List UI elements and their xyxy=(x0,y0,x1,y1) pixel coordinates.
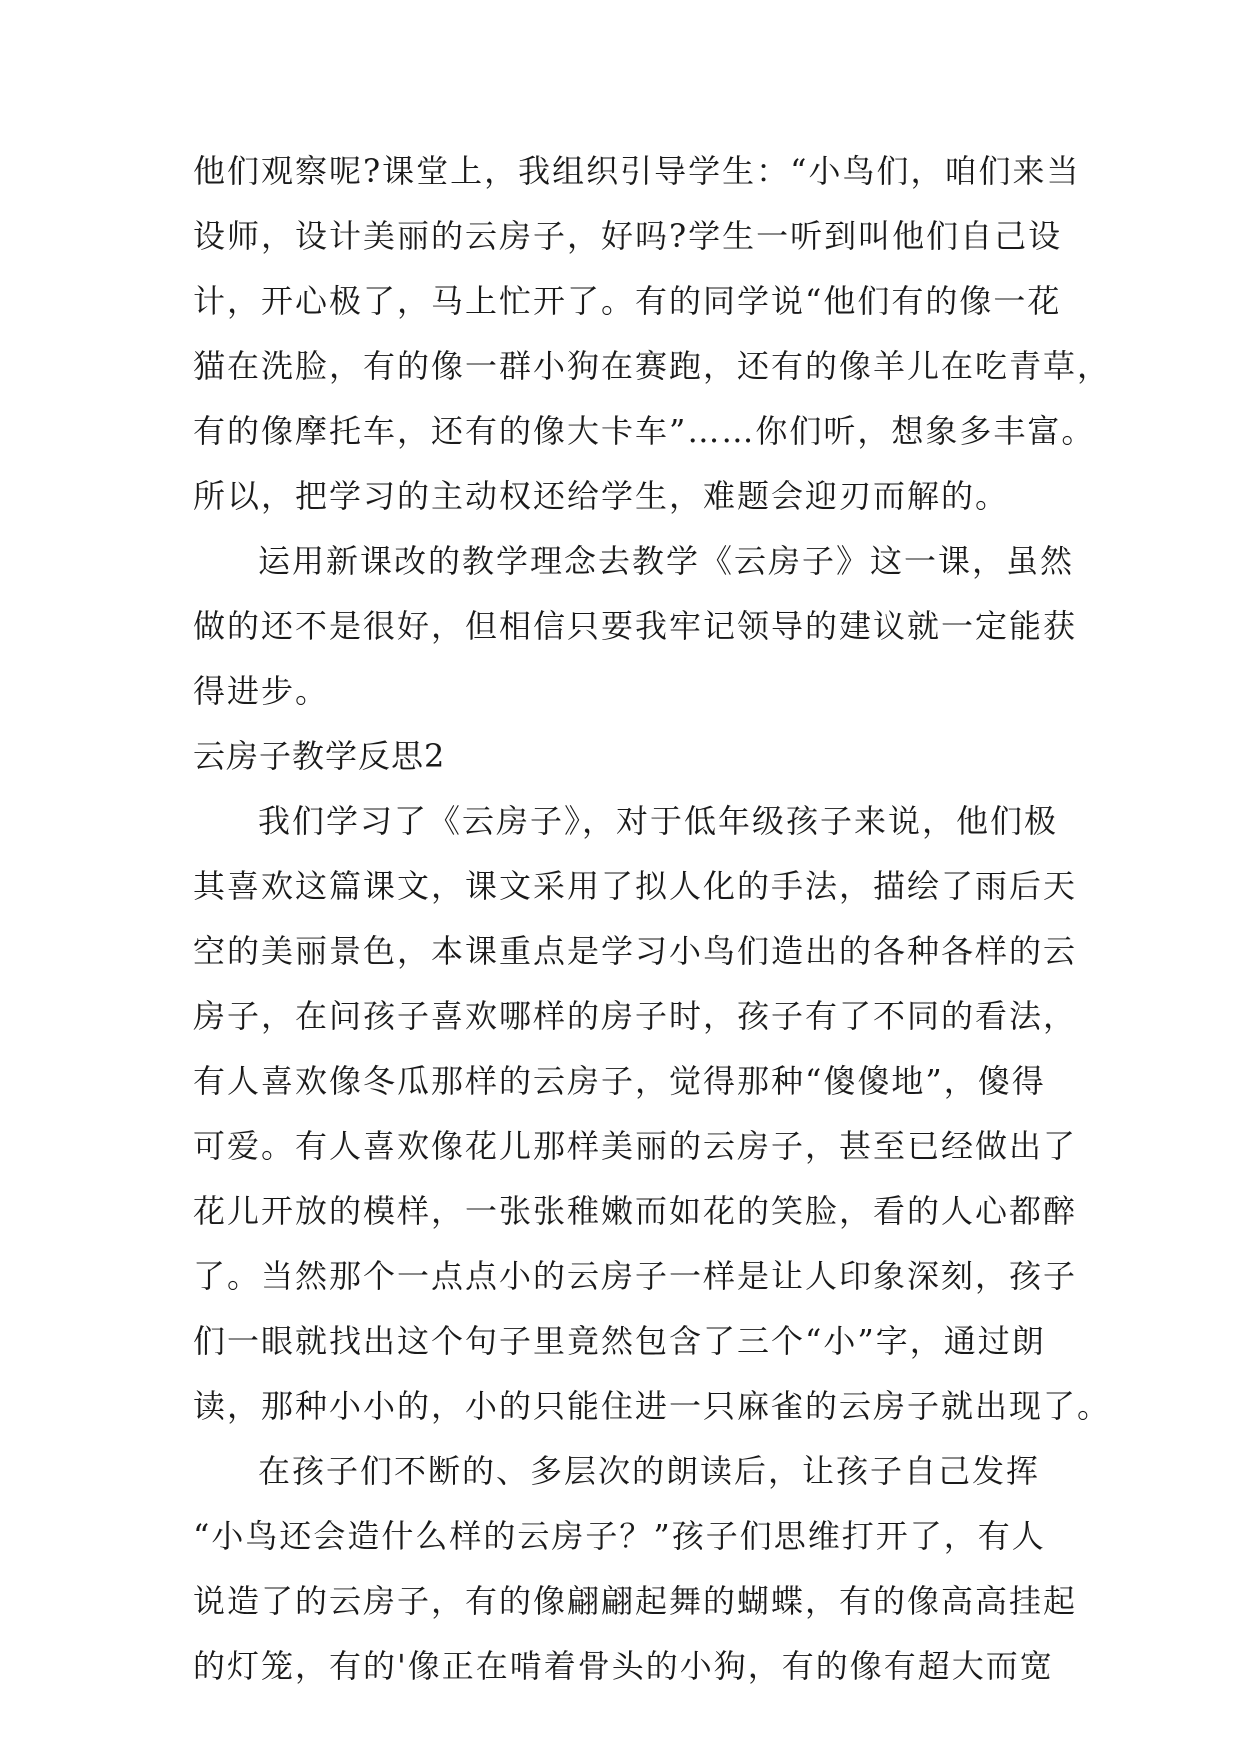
text-line: 所以，把学习的主动权还给学生，难题会迎刃而解的。 xyxy=(193,477,1010,515)
paragraph-first-line: 运用新课改的教学理念去教学《云房子》这一课，虽然 xyxy=(258,542,1075,580)
text-line: 猫在洗脸，有的像一群小狗在赛跑，还有的像羊儿在吃青草， xyxy=(193,347,1112,385)
text-line: 可爱。有人喜欢像花儿那样美丽的云房子，甚至已经做出了 xyxy=(193,1127,1078,1165)
text-line: 说造了的云房子，有的像翩翩起舞的蝴蝶，有的像高高挂起 xyxy=(193,1582,1078,1620)
text-line: 们一眼就找出这个句子里竟然包含了三个“小”字，通过朗 xyxy=(193,1322,1046,1360)
text-line: 其喜欢这篇课文，课文采用了拟人化的手法，描绘了雨后天 xyxy=(193,867,1078,905)
text-line: 了。当然那个一点点小的云房子一样是让人印象深刻，孩子 xyxy=(193,1257,1078,1295)
text-line: 的灯笼，有的'像正在啃着骨头的小狗，有的像有超大而宽 xyxy=(193,1647,1054,1685)
paragraph-first-line: 我们学习了《云房子》，对于低年级孩子来说，他们极 xyxy=(258,802,1059,840)
text-line: 读，那种小小的，小的只能住进一只麻雀的云房子就出现了。 xyxy=(193,1387,1112,1425)
section-heading: 云房子教学反思2 xyxy=(193,737,446,775)
text-line: 有的像摩托车，还有的像大卡车”……你们听，想象多丰富。 xyxy=(193,412,1096,450)
text-line: 有人喜欢像冬瓜那样的云房子，觉得那种“傻傻地”，傻得 xyxy=(193,1062,1046,1100)
text-line: 花儿开放的模样，一张张稚嫩而如花的笑脸，看的人心都醉 xyxy=(193,1192,1078,1230)
text-line: 做的还不是很好，但相信只要我牢记领导的建议就一定能获 xyxy=(193,607,1078,645)
text-line: 计，开心极了，马上忙开了。有的同学说“他们有的像一花 xyxy=(193,282,1062,320)
text-line: 设师，设计美丽的云房子，好吗?学生一听到叫他们自己设 xyxy=(193,217,1063,255)
paragraph-first-line: 在孩子们不断的、多层次的朗读后，让孩子自己发挥 xyxy=(258,1452,1041,1490)
text-line: 得进步。 xyxy=(193,672,330,710)
text-line: 空的美丽景色，本课重点是学习小鸟们造出的各种各样的云 xyxy=(193,932,1078,970)
text-line: 他们观察呢?课堂上，我组织引导学生：“小鸟们，咱们来当 xyxy=(193,152,1081,190)
text-line: 房子，在问孩子喜欢哪样的房子时，孩子有了不同的看法， xyxy=(193,997,1078,1035)
text-line: “小鸟还会造什么样的云房子？”孩子们思维打开了，有人 xyxy=(193,1517,1046,1555)
